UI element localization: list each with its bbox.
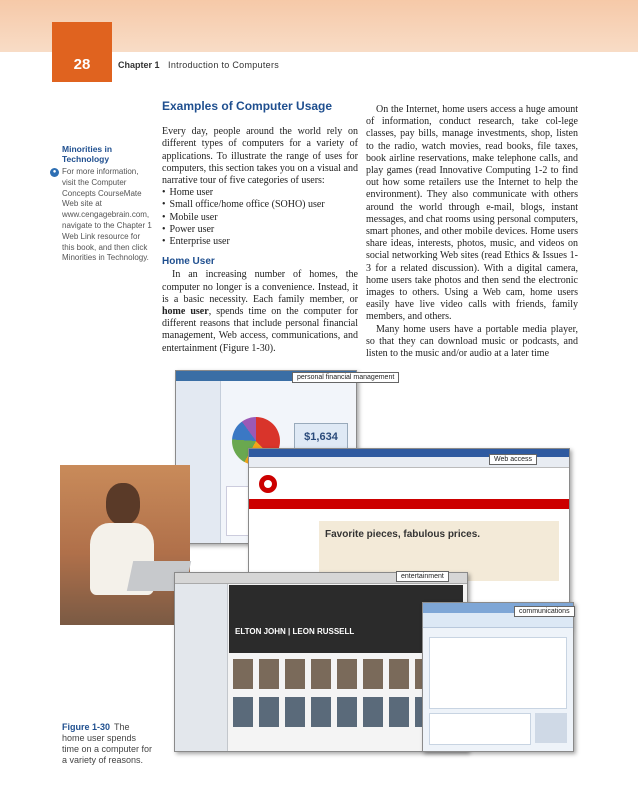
margin-note-body: For more information, visit the Computer Concepts CourseMate Web site at www.cengagebrain.com, navigate to the Chapter 1 Web Link resource for this book, and then click Minorities in Technology. — [62, 167, 152, 263]
callout-entertainment: entertainment — [396, 571, 449, 582]
page-number: 28 — [73, 56, 91, 73]
store-banner: Favorite pieces, fabulous prices. — [325, 529, 481, 540]
internet-paragraph: On the Internet, home users access a huge amount of information, conduct research, take col-lege classes, pay bills, manage investments, shop, listen to the radio, watch movies, read books, file taxes, book airline reservations, make telephone calls, and play games (read Innovative Computing 1-2 to find out how some retailers use the Internet to help the environment). They also communicate with others around the world through e-mail, blogs, instant messages, and chat rooms using personal computers, smart phones, and other mobile devices. Home users share ideas, interests, photos, music, and videos on social networking Web sites (read Ethics & Issues 1-3 for a related discussion). With a digital camera, home users take photos and then send the electronic images to others. Using a Web cam, home users easily have live video calls with friends, family members, and others. — [366, 104, 578, 323]
callout-personal-finance: personal financial management — [292, 372, 399, 383]
left-column — [162, 100, 358, 355]
callout-web-access: Web access — [489, 454, 537, 465]
section-title: Examples of Computer Usage — [162, 99, 333, 113]
list-item: • Power user — [162, 224, 358, 236]
figure-caption-text: The home user spends time on a computer for a variety of reasons. — [62, 722, 153, 765]
list-item: • Mobile user — [162, 212, 358, 224]
page-number-tab — [52, 22, 112, 82]
margin-note-title: Minorities in Technology — [62, 144, 113, 164]
ping-banner: ELTON JOHN | LEON RUSSELL — [235, 627, 355, 636]
home-user-term: home user — [162, 306, 209, 318]
list-item: • Home user — [162, 187, 358, 199]
home-user-photo — [60, 465, 190, 625]
right-column — [366, 104, 578, 360]
list-item: • Small office/home office (SOHO) user — [162, 199, 358, 211]
figure-collage — [60, 370, 578, 770]
home-user-heading: Home User — [162, 256, 215, 268]
chapter-title: Introduction to Computers — [168, 60, 280, 70]
list-item: • Enterprise user — [162, 236, 358, 248]
figure-caption — [62, 722, 154, 766]
home-user-paragraph: In an increasing number of homes, the computer no longer is a convenience. Instead, it is a basic necessity. Each family member, or home user, spends time on the computer for different reasons that include personal financial management, Web access, communications, and entertainment (Figure 1-30). — [162, 269, 358, 354]
media-player-paragraph: Many home users have a portable media player, so that they can download music or podcasts, and listen to the music and/or audio at a later time — [366, 323, 578, 360]
finance-total: $1,634 — [304, 431, 338, 443]
section-intro: Every day, people around the world rely on different types of computers for a variety of applications. To illustrate the range of uses for computers, this section takes you on a visual and narrative tour of five categories of users: — [162, 126, 358, 187]
communications-screenshot — [422, 602, 574, 752]
figure-label: Figure 1-30 — [62, 722, 111, 732]
web-link-icon: ● — [50, 168, 59, 177]
running-header — [118, 60, 279, 70]
user-category-list — [162, 187, 358, 248]
chapter-label: Chapter 1 — [118, 60, 160, 70]
margin-note — [52, 144, 154, 264]
callout-communications: communications — [514, 606, 575, 617]
